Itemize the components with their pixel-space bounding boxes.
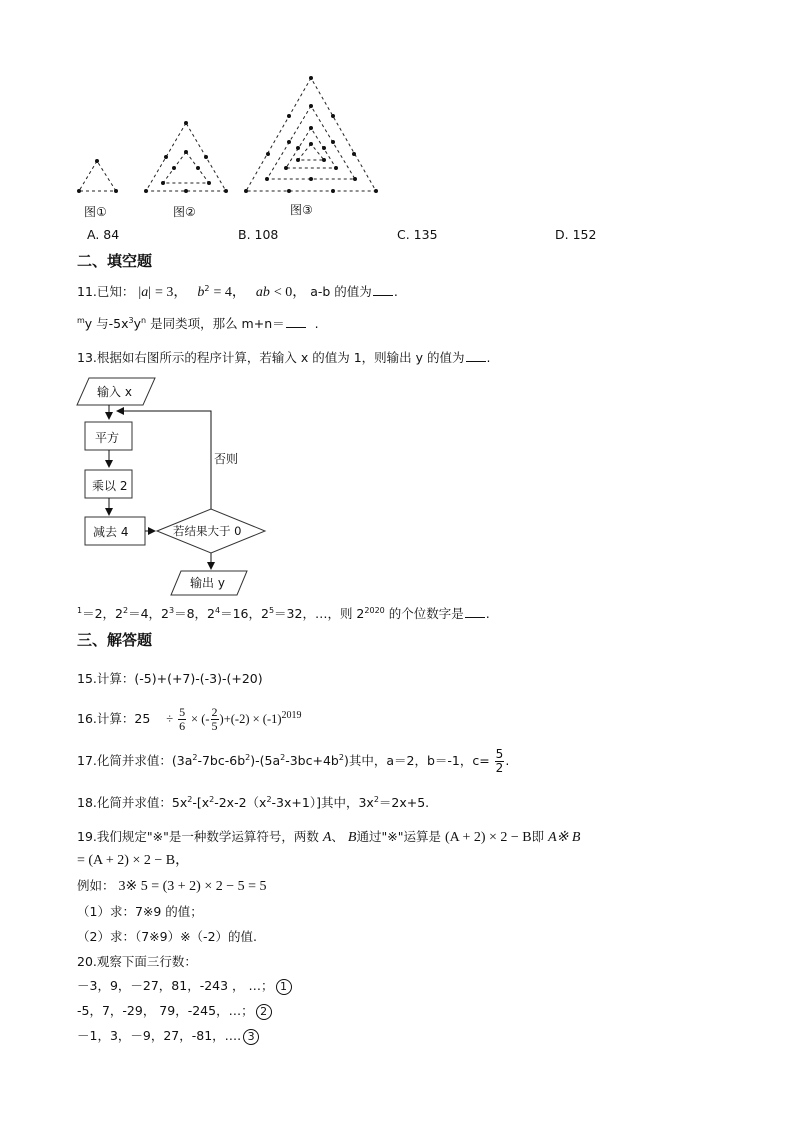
question-19-line-2: = (A + 2) × 2 − B， [77, 853, 190, 868]
q11-a: a [141, 285, 149, 300]
q14-t4: ＝16，2 [220, 606, 269, 621]
q14-t6: 的个位数字是 [384, 606, 464, 621]
question-18: 18.化简并求值：$5x^2-[x^2-2x-2(x^2-3x+1)]$其中，$3x^2=2x+5$. [77, 795, 430, 810]
flow-output-label: 输出 y [190, 576, 225, 590]
q14-p1: 1 [77, 606, 83, 615]
flow-subtract-label: 减去 4 [93, 525, 129, 539]
figure-3-label: 图③ [290, 203, 313, 217]
q12-end: . [314, 316, 319, 331]
q12-blank [286, 316, 306, 328]
question-19-line-1: 19.我们规定"※"是一种数学运算符号，两数 A、 B通过"※"运算是 (A + 2) × 2 − B即 A※ B [77, 829, 581, 845]
question-20-title: 20.观察下面三行数： [77, 954, 197, 969]
figure-1-triangle [79, 161, 116, 191]
flow-input-label: 输入 x [97, 385, 132, 399]
q14-blank [465, 606, 485, 618]
q11-blank [373, 284, 393, 296]
q14-e2: 2 [123, 606, 129, 615]
q12-exp3: 3 [128, 316, 134, 325]
question-15: 15.计算：(-5)+(+7)-(-3)-(+20) [77, 671, 263, 686]
question-20-row-1: －3，9，－27，81，-243 ， …； 1 [77, 978, 292, 995]
q11-suffix: a-b 的值为 [310, 284, 372, 299]
q14-t3: ＝8，2 [174, 606, 215, 621]
q16-rest: )+(-2) × (-1) [219, 712, 282, 726]
triangle-figures [60, 70, 400, 210]
question-19-example: 例如： 3※ 5 = (3 + 2) × 2 − 5 = 5 [77, 878, 267, 894]
q14-end: . [485, 606, 490, 621]
q11-b-exp: 2 [204, 284, 210, 293]
question-12 [77, 316, 319, 332]
question-17: 17.化简并求值：$(3a^2-7bc-6b^2)-(5a^2-3bc+4b^2)$其中，a＝2，b＝-1，c= $\frac{5}{2}$ . [77, 747, 510, 775]
question-19-sub-1: （1）求：7※9 的值； [77, 904, 203, 919]
q12-text1: y 与-5x [84, 316, 129, 331]
q12-n: n [141, 316, 147, 325]
circled-3-icon: 3 [243, 1029, 259, 1045]
q16-frac2: $\frac{2}{5}$ [211, 705, 218, 733]
q11-end: . [393, 284, 398, 299]
question-13 [77, 350, 490, 366]
flow-condition-label: 若结果大于 0 [173, 524, 242, 538]
circled-2-icon: 2 [256, 1004, 272, 1020]
q13-blank [466, 350, 486, 362]
q16-times: × (- [191, 712, 210, 726]
q11-eq1: = 3， [154, 285, 188, 300]
q12-text2: y [133, 316, 142, 331]
flow-square-label: 平方 [95, 431, 120, 445]
q13-end: . [486, 350, 491, 365]
question-11: 11.已知： |a| = 3， $b^2 = 4$， ab < 0， a-b 的值为 . [77, 284, 398, 300]
q14-e3: 3 [169, 606, 175, 615]
flow-multiply-label: 乘以 2 [92, 479, 128, 493]
flow-else-label: 否则 [214, 452, 239, 466]
q11-eq2: = 4， [213, 285, 246, 300]
q11-b: b [197, 285, 205, 300]
q16-div: ÷ [166, 712, 174, 726]
q14-t2: ＝4，2 [128, 606, 169, 621]
q14-e5: 5 [268, 606, 275, 615]
q16-frac1: $\frac{5}{6}$ [179, 705, 186, 733]
figure-3-triangle [246, 78, 376, 191]
question-20-row-2: -5，7，-29， 79，-245，…； 2 [77, 1003, 272, 1020]
figure-1-label: 图① [84, 205, 107, 219]
q11-prefix: 11.已知： [77, 284, 135, 299]
question-16 [77, 706, 302, 733]
question-14 [77, 606, 490, 622]
q16-exp: 2019 [281, 710, 302, 721]
figure-2-label: 图② [173, 205, 196, 219]
q12-m: m [77, 316, 85, 325]
choice-b: B. 108 [238, 227, 279, 242]
choice-d: D. 152 [555, 227, 597, 242]
question-20-row-3: －1，3，－9，27，-81，…. 3 [77, 1028, 259, 1045]
figure-2-triangle [146, 123, 226, 191]
section-3-heading: 三、解答题 [77, 631, 153, 649]
question-19-sub-2: （2）求：（7※9）※（-2）的值. [77, 929, 257, 944]
q17-frac: $\frac{5}{2}$ [495, 747, 504, 775]
q11-ab: ab [255, 285, 270, 300]
circled-1-icon: 1 [276, 979, 292, 995]
choice-a: A. 84 [87, 227, 120, 242]
q11-ineq: < 0， [273, 285, 307, 300]
section-2-heading: 二、填空题 [77, 252, 153, 270]
q13-text: 13.根据如右图所示的程序计算，若输入 x 的值为 1，则输出 y 的值为 [77, 350, 465, 365]
q16-prefix: 16.计算：25 [77, 711, 151, 726]
q14-t5: ＝32，…，则 2 [274, 606, 365, 621]
choice-c: C. 135 [397, 227, 438, 242]
q14-e4: 4 [215, 606, 221, 615]
q14-e2020: 2020 [364, 606, 385, 615]
q14-t1: ＝2，2 [82, 606, 123, 621]
q12-text3: 是同类项，那么 m+n＝ [146, 316, 285, 331]
